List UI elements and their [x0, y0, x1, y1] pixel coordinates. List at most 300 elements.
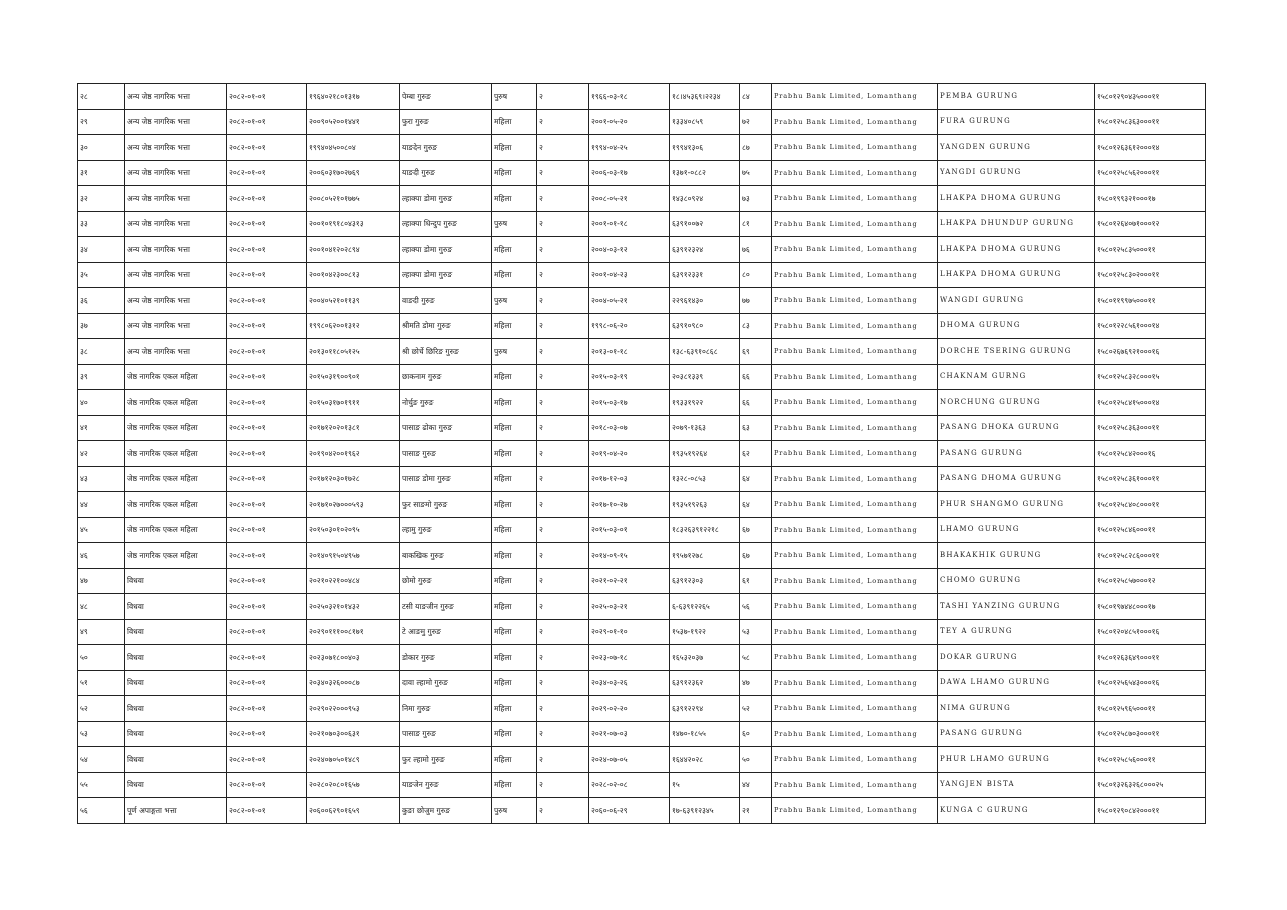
cell-age: ५८	[740, 645, 772, 671]
cell-age: ६३	[740, 415, 772, 441]
cell-payment-date: २०८२-०१-०१	[227, 466, 307, 492]
cell-ward-number: २	[537, 594, 589, 620]
cell-account-number: १५८०१९७४४८०००१७	[1095, 594, 1206, 620]
cell-serial-number: ४७	[78, 568, 125, 594]
cell-allowance-type: अन्य जेष्ठ नागरिक भत्ता	[125, 186, 227, 212]
table-row	[78, 543, 1206, 569]
cell-beneficiary-name-english: CHAKNAM GURNG	[938, 364, 1095, 390]
cell-beneficiary-name-nepali: ल्हाक्पा डोमा गुरुङ	[400, 186, 492, 212]
cell-serial-number: ४९	[78, 619, 125, 645]
cell-serial-number: ३१	[78, 160, 125, 186]
cell-payment-date: २०८२-०१-०१	[227, 313, 307, 339]
cell-id-number: २०१७१०२७०००५९३	[307, 492, 400, 518]
table-row	[78, 466, 1206, 492]
cell-gender: पुरुष	[492, 288, 537, 314]
cell-gender: महिला	[492, 747, 537, 773]
cell-beneficiary-name-nepali: फुर ल्हामो गुरुङ	[400, 747, 492, 773]
cell-birth-date: २००१-०५-२०	[589, 109, 670, 135]
cell-citizenship-number: १६४४२०२८	[670, 747, 740, 773]
cell-ward-number: २	[537, 109, 589, 135]
cell-beneficiary-name-english: TASHI YANZING GURUNG	[938, 594, 1095, 620]
cell-allowance-type: अन्य जेष्ठ नागरिक भत्ता	[125, 288, 227, 314]
cell-id-number: २०२८०२०८०१६५७	[307, 772, 400, 798]
cell-payment-date: २०८२-०१-०१	[227, 441, 307, 467]
cell-account-number: १५८०१२५८३६३०००११	[1095, 415, 1206, 441]
cell-citizenship-number: १३८-६३९१०८६८	[670, 339, 740, 365]
cell-birth-date: २०६०-०६-२९	[589, 798, 670, 824]
cell-beneficiary-name-english: PEMBA GURUNG	[938, 84, 1095, 110]
cell-ward-number: २	[537, 798, 589, 824]
cell-account-number: १५८०१३२६३२६८०००२५	[1095, 772, 1206, 798]
cell-allowance-type: विधवा	[125, 568, 227, 594]
cell-payment-date: २०८२-०१-०१	[227, 645, 307, 671]
cell-bank-branch: Prabhu Bank Limited, Lomanthang	[772, 288, 938, 314]
cell-payment-date: २०८२-०१-०१	[227, 517, 307, 543]
cell-citizenship-number: २२९६१४३०	[670, 288, 740, 314]
cell-beneficiary-name-nepali: याङजेन गुरुङ	[400, 772, 492, 798]
cell-payment-date: २०८२-०१-०१	[227, 364, 307, 390]
cell-beneficiary-name-nepali: पासाङ डोमा गुरुङ	[400, 466, 492, 492]
cell-citizenship-number: ६३९१२३०३	[670, 568, 740, 594]
table-row	[78, 721, 1206, 747]
cell-gender: महिला	[492, 517, 537, 543]
cell-payment-date: २०८२-०१-०१	[227, 543, 307, 569]
cell-citizenship-number: १५३७-१९२२	[670, 619, 740, 645]
cell-id-number: २०२१०२२१००४८४	[307, 568, 400, 594]
cell-account-number: १५८०१२५९६५०००११	[1095, 696, 1206, 722]
cell-citizenship-number: १९५७१२७८	[670, 543, 740, 569]
table-row	[78, 262, 1206, 288]
table-row	[78, 645, 1206, 671]
cell-beneficiary-name-nepali: निमा गुरुङ	[400, 696, 492, 722]
cell-serial-number: ३३	[78, 211, 125, 237]
cell-allowance-type: अन्य जेष्ठ नागरिक भत्ता	[125, 160, 227, 186]
cell-payment-date: २०८२-०१-०१	[227, 262, 307, 288]
beneficiary-table	[77, 83, 1206, 824]
cell-serial-number: ३५	[78, 262, 125, 288]
cell-account-number: १५८०२६७६९२१०००१६	[1095, 339, 1206, 365]
cell-ward-number: २	[537, 237, 589, 263]
cell-payment-date: २०८२-०१-०१	[227, 772, 307, 798]
cell-citizenship-number: ६३९१००७२	[670, 211, 740, 237]
cell-payment-date: २०८२-०१-०१	[227, 568, 307, 594]
table-row	[78, 288, 1206, 314]
cell-gender: महिला	[492, 390, 537, 416]
cell-payment-date: २०८२-०१-०१	[227, 109, 307, 135]
cell-beneficiary-name-nepali: ल्हामु गुरुङ	[400, 517, 492, 543]
cell-beneficiary-name-nepali: ल्हाक्पा डोमा गुरुङ	[400, 237, 492, 263]
table-row	[78, 186, 1206, 212]
cell-id-number: २००१०१९१८०४३१३	[307, 211, 400, 237]
cell-id-number: २०१५०३१७०१९११	[307, 390, 400, 416]
cell-beneficiary-name-english: YANGDI GURUNG	[938, 160, 1095, 186]
cell-serial-number: ३२	[78, 186, 125, 212]
cell-payment-date: २०८२-०१-०१	[227, 721, 307, 747]
cell-id-number: १९६४०२१८०१३१७	[307, 84, 400, 110]
cell-allowance-type: जेष्ठ नागरिक एकल महिला	[125, 364, 227, 390]
cell-age: ४७	[740, 670, 772, 696]
cell-birth-date: १९६६-०३-१८	[589, 84, 670, 110]
cell-citizenship-number: १८३२६३९१२२१८	[670, 517, 740, 543]
cell-beneficiary-name-nepali: ल्हाक्पा डोमा गुरुङ	[400, 262, 492, 288]
table-row	[78, 237, 1206, 263]
cell-payment-date: २०८२-०१-०१	[227, 492, 307, 518]
cell-beneficiary-name-nepali: टे आङमु गुरुङ	[400, 619, 492, 645]
cell-birth-date: २०१९-०४-२०	[589, 441, 670, 467]
table-row	[78, 415, 1206, 441]
cell-allowance-type: विधवा	[125, 645, 227, 671]
cell-age: ६७	[740, 543, 772, 569]
cell-account-number: १५८०१२५८५६२०००११	[1095, 160, 1206, 186]
cell-account-number: १५८०१२५८४६०००११	[1095, 517, 1206, 543]
cell-gender: महिला	[492, 619, 537, 645]
cell-bank-branch: Prabhu Bank Limited, Lomanthang	[772, 772, 938, 798]
cell-ward-number: २	[537, 696, 589, 722]
cell-birth-date: २००६-०३-१७	[589, 160, 670, 186]
cell-allowance-type: जेष्ठ नागरिक एकल महिला	[125, 492, 227, 518]
cell-birth-date: २०१४-०९-१५	[589, 543, 670, 569]
cell-age: ६२	[740, 441, 772, 467]
cell-beneficiary-name-nepali: पासाङ गुरुङ	[400, 441, 492, 467]
cell-gender: महिला	[492, 441, 537, 467]
cell-age: ५०	[740, 747, 772, 773]
cell-serial-number: ४५	[78, 517, 125, 543]
cell-birth-date: २०१३-०१-१८	[589, 339, 670, 365]
cell-bank-branch: Prabhu Bank Limited, Lomanthang	[772, 441, 938, 467]
cell-ward-number: २	[537, 670, 589, 696]
cell-birth-date: २००८-०५-२१	[589, 186, 670, 212]
cell-beneficiary-name-english: PASANG DHOKA GURUNG	[938, 415, 1095, 441]
cell-bank-branch: Prabhu Bank Limited, Lomanthang	[772, 211, 938, 237]
cell-citizenship-number: ६३९१२३६२	[670, 670, 740, 696]
table-row	[78, 390, 1206, 416]
cell-ward-number: २	[537, 441, 589, 467]
cell-beneficiary-name-english: KUNGA C GURUNG	[938, 798, 1095, 824]
table-row	[78, 772, 1206, 798]
cell-serial-number: ४६	[78, 543, 125, 569]
cell-citizenship-number: १४३८०९२४	[670, 186, 740, 212]
cell-payment-date: २०८२-०१-०१	[227, 670, 307, 696]
cell-citizenship-number: २०७९-१३६३	[670, 415, 740, 441]
cell-age: ७२	[740, 109, 772, 135]
cell-payment-date: २०८२-०१-०१	[227, 619, 307, 645]
cell-id-number: २०१४०९१५०४९५७	[307, 543, 400, 569]
cell-gender: महिला	[492, 466, 537, 492]
cell-allowance-type: अन्य जेष्ठ नागरिक भत्ता	[125, 84, 227, 110]
cell-payment-date: २०८२-०१-०१	[227, 696, 307, 722]
cell-age: ६१	[740, 568, 772, 594]
cell-beneficiary-name-nepali: श्री छोर्चे छिरिङ गुरुङ	[400, 339, 492, 365]
cell-beneficiary-name-nepali: ल्हाक्पा धिन्दुप गुरुङ	[400, 211, 492, 237]
cell-birth-date: २०१५-०३-१९	[589, 364, 670, 390]
cell-ward-number: २	[537, 415, 589, 441]
cell-age: ६७	[740, 517, 772, 543]
cell-age: ५३	[740, 619, 772, 645]
cell-id-number: २०२१०७०३००६३१	[307, 721, 400, 747]
table-row	[78, 160, 1206, 186]
cell-citizenship-number: ६३९१०९८०	[670, 313, 740, 339]
cell-payment-date: २०८२-०१-०१	[227, 237, 307, 263]
cell-id-number: २०३४०३२६०००८७	[307, 670, 400, 696]
cell-ward-number: २	[537, 186, 589, 212]
cell-citizenship-number: २०३८१३३९	[670, 364, 740, 390]
cell-birth-date: २०२९-०१-१०	[589, 619, 670, 645]
cell-allowance-type: अन्य जेष्ठ नागरिक भत्ता	[125, 339, 227, 365]
cell-beneficiary-name-english: YANGDEN GURUNG	[938, 135, 1095, 161]
cell-citizenship-number: १५	[670, 772, 740, 798]
cell-account-number: १५८०१२५८४२०००१६	[1095, 441, 1206, 467]
table-row	[78, 109, 1206, 135]
cell-age: ५६	[740, 594, 772, 620]
cell-payment-date: २०८२-०१-०१	[227, 339, 307, 365]
cell-age: ६६	[740, 364, 772, 390]
cell-citizenship-number: १९३३१९२२	[670, 390, 740, 416]
cell-id-number: २००४०५२१०११३९	[307, 288, 400, 314]
cell-allowance-type: विधवा	[125, 619, 227, 645]
cell-ward-number: २	[537, 517, 589, 543]
cell-ward-number: २	[537, 262, 589, 288]
cell-account-number: १५८०१२५८५७०००१२	[1095, 568, 1206, 594]
cell-gender: महिला	[492, 772, 537, 798]
cell-account-number: १५८०११९९७५०००११	[1095, 288, 1206, 314]
cell-beneficiary-name-nepali: पासाङ गुरुङ	[400, 721, 492, 747]
cell-age: ६४	[740, 466, 772, 492]
table-row	[78, 84, 1206, 110]
cell-account-number: १५८०१२५६५४३०००१६	[1095, 670, 1206, 696]
cell-id-number: २००१०४१२०२८९४	[307, 237, 400, 263]
cell-account-number: १५८०१२५८३६३०००११	[1095, 109, 1206, 135]
cell-beneficiary-name-nepali: दावा ल्हामो गुरुङ	[400, 670, 492, 696]
cell-age: २१	[740, 798, 772, 824]
cell-id-number: २००१०४२३००८१३	[307, 262, 400, 288]
cell-serial-number: ५०	[78, 645, 125, 671]
cell-gender: महिला	[492, 415, 537, 441]
cell-ward-number: २	[537, 772, 589, 798]
cell-id-number: २०१९०४२००१९६२	[307, 441, 400, 467]
cell-beneficiary-name-english: PHUR LHAMO GURUNG	[938, 747, 1095, 773]
cell-id-number: २०६००६२९०१६५९	[307, 798, 400, 824]
cell-birth-date: २००१-०४-२३	[589, 262, 670, 288]
cell-allowance-type: अन्य जेष्ठ नागरिक भत्ता	[125, 237, 227, 263]
cell-allowance-type: जेष्ठ नागरिक एकल महिला	[125, 441, 227, 467]
cell-id-number: २००९०५२००१४४१	[307, 109, 400, 135]
cell-bank-branch: Prabhu Bank Limited, Lomanthang	[772, 160, 938, 186]
cell-allowance-type: जेष्ठ नागरिक एकल महिला	[125, 466, 227, 492]
cell-beneficiary-name-english: FURA GURUNG	[938, 109, 1095, 135]
cell-age: ४४	[740, 772, 772, 798]
cell-allowance-type: अन्य जेष्ठ नागरिक भत्ता	[125, 135, 227, 161]
cell-beneficiary-name-english: DHOMA GURUNG	[938, 313, 1095, 339]
cell-birth-date: २०३४-०३-२६	[589, 670, 670, 696]
cell-bank-branch: Prabhu Bank Limited, Lomanthang	[772, 262, 938, 288]
cell-serial-number: ३९	[78, 364, 125, 390]
cell-beneficiary-name-english: LHAMO GURUNG	[938, 517, 1095, 543]
cell-bank-branch: Prabhu Bank Limited, Lomanthang	[772, 517, 938, 543]
cell-citizenship-number: १३३४०८५९	[670, 109, 740, 135]
cell-age: ६६	[740, 390, 772, 416]
cell-bank-branch: Prabhu Bank Limited, Lomanthang	[772, 619, 938, 645]
cell-payment-date: २०८२-०१-०१	[227, 747, 307, 773]
cell-allowance-type: विधवा	[125, 594, 227, 620]
cell-ward-number: २	[537, 364, 589, 390]
cell-bank-branch: Prabhu Bank Limited, Lomanthang	[772, 594, 938, 620]
cell-id-number: २०१७१२०२०१३८१	[307, 415, 400, 441]
cell-age: ५२	[740, 696, 772, 722]
cell-beneficiary-name-english: WANGDI GURUNG	[938, 288, 1095, 314]
cell-payment-date: २०८२-०१-०१	[227, 211, 307, 237]
cell-beneficiary-name-english: NIMA GURUNG	[938, 696, 1095, 722]
table-row	[78, 339, 1206, 365]
cell-citizenship-number: १९३५१९२६३	[670, 492, 740, 518]
cell-gender: पुरुष	[492, 798, 537, 824]
cell-citizenship-number: १३२८-०८५३	[670, 466, 740, 492]
cell-account-number: १५८०१२९०४३५०००११	[1095, 84, 1206, 110]
cell-payment-date: २०८२-०१-०१	[227, 390, 307, 416]
cell-allowance-type: जेष्ठ नागरिक एकल महिला	[125, 390, 227, 416]
cell-gender: महिला	[492, 568, 537, 594]
cell-allowance-type: विधवा	[125, 721, 227, 747]
cell-gender: महिला	[492, 186, 537, 212]
cell-bank-branch: Prabhu Bank Limited, Lomanthang	[772, 84, 938, 110]
cell-id-number: २०२४०७०५०१४८९	[307, 747, 400, 773]
cell-serial-number: ५२	[78, 696, 125, 722]
cell-id-number: २०१७१२०३०१७२८	[307, 466, 400, 492]
cell-serial-number: ४१	[78, 415, 125, 441]
cell-ward-number: २	[537, 339, 589, 365]
cell-beneficiary-name-english: PHUR SHANGMO GURUNG	[938, 492, 1095, 518]
cell-citizenship-number: १९३५१९२६४	[670, 441, 740, 467]
cell-citizenship-number: १८।४५३६९।२२३४	[670, 84, 740, 110]
cell-payment-date: २०८२-०१-०१	[227, 594, 307, 620]
cell-citizenship-number: १९९४१३०६	[670, 135, 740, 161]
cell-birth-date: २०२१-०२-२१	[589, 568, 670, 594]
cell-gender: महिला	[492, 645, 537, 671]
table-row	[78, 696, 1206, 722]
cell-id-number: २०१५०३१९००९०१	[307, 364, 400, 390]
table-row	[78, 517, 1206, 543]
cell-gender: महिला	[492, 109, 537, 135]
cell-ward-number: २	[537, 160, 589, 186]
cell-beneficiary-name-english: LHAKPA DHOMA GURUNG	[938, 186, 1095, 212]
table-row	[78, 135, 1206, 161]
cell-beneficiary-name-nepali: डोकार गुरुङ	[400, 645, 492, 671]
cell-beneficiary-name-english: NORCHUNG GURUNG	[938, 390, 1095, 416]
cell-allowance-type: अन्य जेष्ठ नागरिक भत्ता	[125, 211, 227, 237]
cell-account-number: १५८०१२५८३२८०००१५	[1095, 364, 1206, 390]
cell-allowance-type: विधवा	[125, 670, 227, 696]
cell-birth-date: २०१५-०३-०१	[589, 517, 670, 543]
cell-gender: पुरुष	[492, 84, 537, 110]
cell-id-number: २०२५०३२१०१४३२	[307, 594, 400, 620]
cell-allowance-type: जेष्ठ नागरिक एकल महिला	[125, 415, 227, 441]
cell-account-number: १५८०१२०४८५१०००१६	[1095, 619, 1206, 645]
cell-birth-date: २०२९-०२-२०	[589, 696, 670, 722]
cell-bank-branch: Prabhu Bank Limited, Lomanthang	[772, 186, 938, 212]
cell-gender: महिला	[492, 262, 537, 288]
cell-account-number: १५८०१९९३२१०००१७	[1095, 186, 1206, 212]
cell-birth-date: २००४-०३-१२	[589, 237, 670, 263]
cell-serial-number: २९	[78, 109, 125, 135]
cell-id-number: २००८०५२१०१७७५	[307, 186, 400, 212]
cell-id-number: १९९४०४५००८०४	[307, 135, 400, 161]
cell-bank-branch: Prabhu Bank Limited, Lomanthang	[772, 747, 938, 773]
cell-beneficiary-name-nepali: याङदेन गुरुङ	[400, 135, 492, 161]
cell-id-number: २००६०३१७०२७६९	[307, 160, 400, 186]
cell-id-number: २०२९०१११००८१७१	[307, 619, 400, 645]
cell-serial-number: ३६	[78, 288, 125, 314]
cell-beneficiary-name-english: PASANG GURUNG	[938, 441, 1095, 467]
cell-serial-number: २८	[78, 84, 125, 110]
cell-account-number: १५८०१२६३६१२०००१४	[1095, 135, 1206, 161]
cell-birth-date: २०२३-०७-१८	[589, 645, 670, 671]
cell-ward-number: २	[537, 390, 589, 416]
cell-gender: महिला	[492, 237, 537, 263]
cell-age: ७५	[740, 160, 772, 186]
cell-gender: महिला	[492, 135, 537, 161]
cell-gender: महिला	[492, 670, 537, 696]
cell-id-number: २०२९०२२०००९५३	[307, 696, 400, 722]
cell-age: ६०	[740, 721, 772, 747]
cell-account-number: १५८०१२५८३५०००११	[1095, 237, 1206, 263]
cell-account-number: १५८०१२५८५६०००११	[1095, 747, 1206, 773]
cell-beneficiary-name-nepali: पासाङ ढोका गुरुङ	[400, 415, 492, 441]
cell-birth-date: २००४-०५-२१	[589, 288, 670, 314]
cell-birth-date: २०२४-०७-०५	[589, 747, 670, 773]
cell-bank-branch: Prabhu Bank Limited, Lomanthang	[772, 645, 938, 671]
cell-gender: महिला	[492, 543, 537, 569]
cell-beneficiary-name-english: LHAKPA DHUNDUP GURUNG	[938, 211, 1095, 237]
cell-citizenship-number: १७-६३९१२३४५	[670, 798, 740, 824]
cell-beneficiary-name-english: LHAKPA DHOMA GURUNG	[938, 237, 1095, 263]
cell-account-number: १५८०१२५८३०२०००११	[1095, 262, 1206, 288]
cell-serial-number: ५३	[78, 721, 125, 747]
table-row	[78, 798, 1206, 824]
cell-beneficiary-name-english: PASANG GURUNG	[938, 721, 1095, 747]
cell-ward-number: २	[537, 211, 589, 237]
cell-ward-number: २	[537, 747, 589, 773]
table-row	[78, 364, 1206, 390]
table-row	[78, 313, 1206, 339]
cell-birth-date: २०२८-०२-०८	[589, 772, 670, 798]
cell-age: ८४	[740, 84, 772, 110]
cell-gender: महिला	[492, 696, 537, 722]
cell-account-number: १५८०१२५८४१५०००१४	[1095, 390, 1206, 416]
cell-account-number: १५८०१२२८५६१०००१४	[1095, 313, 1206, 339]
cell-account-number: १५८०१२९०८४२०००११	[1095, 798, 1206, 824]
cell-serial-number: ४२	[78, 441, 125, 467]
cell-beneficiary-name-nepali: टसी याङजीन गुरुङ	[400, 594, 492, 620]
cell-beneficiary-name-nepali: छाकनाम गुरुङ	[400, 364, 492, 390]
table-row	[78, 670, 1206, 696]
cell-age: ८३	[740, 313, 772, 339]
cell-beneficiary-name-nepali: श्रीमति डोमा गुरुङ	[400, 313, 492, 339]
cell-birth-date: २०१७-१२-०३	[589, 466, 670, 492]
cell-ward-number: २	[537, 84, 589, 110]
cell-bank-branch: Prabhu Bank Limited, Lomanthang	[772, 798, 938, 824]
cell-payment-date: २०८२-०१-०१	[227, 135, 307, 161]
cell-bank-branch: Prabhu Bank Limited, Lomanthang	[772, 135, 938, 161]
cell-id-number: १९९८०६२००१३१२	[307, 313, 400, 339]
cell-citizenship-number: ६३९१२३३१	[670, 262, 740, 288]
cell-allowance-type: जेष्ठ नागरिक एकल महिला	[125, 517, 227, 543]
cell-age: ८०	[740, 262, 772, 288]
cell-gender: महिला	[492, 364, 537, 390]
cell-allowance-type: विधवा	[125, 747, 227, 773]
cell-ward-number: २	[537, 135, 589, 161]
cell-serial-number: ४८	[78, 594, 125, 620]
cell-age: ७७	[740, 288, 772, 314]
cell-beneficiary-name-nepali: बाकखिक गुरुङ	[400, 543, 492, 569]
